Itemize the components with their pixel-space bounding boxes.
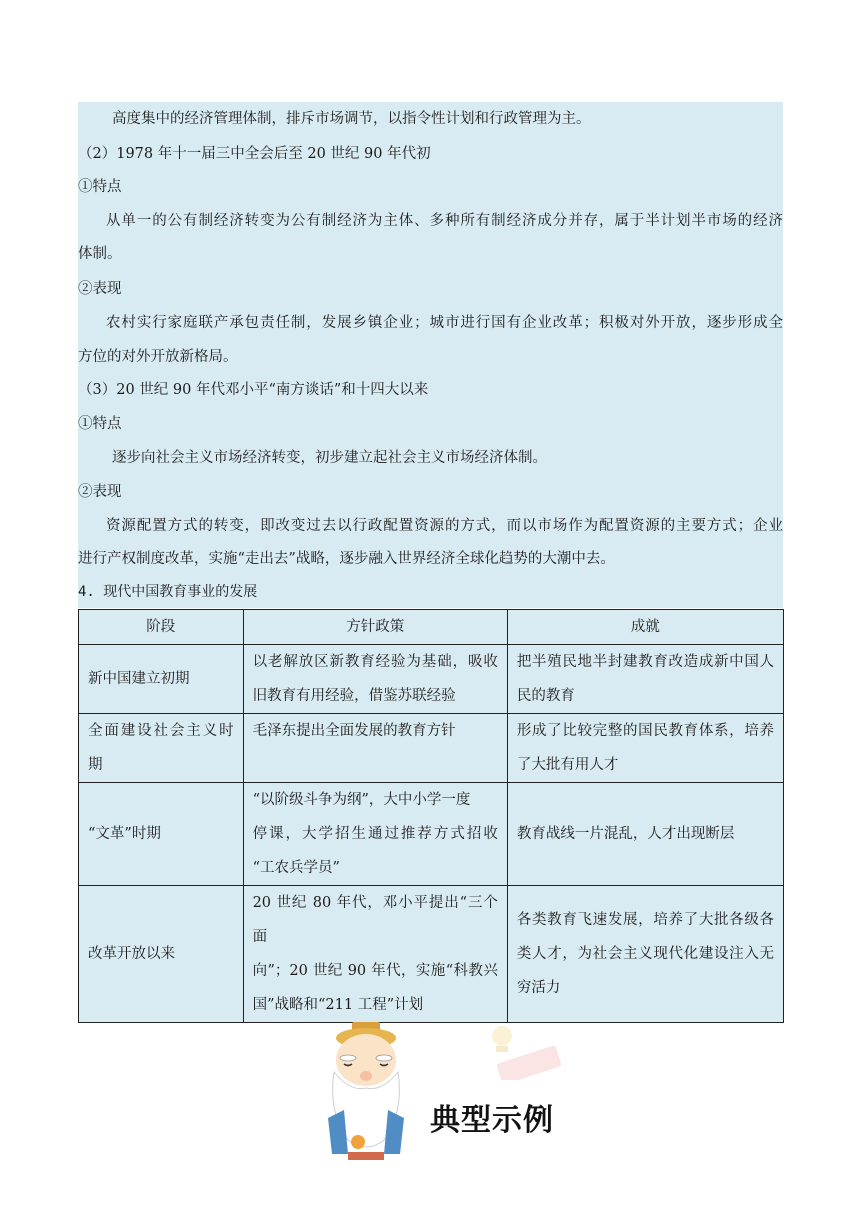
paragraph-line: 从单一的公有制经济转变为公有制经济为主体、多种所有制经济成分并存，属于半计划半市场的经济 bbox=[106, 213, 783, 229]
stage-cell bbox=[79, 714, 244, 783]
achievement-cell bbox=[507, 645, 783, 714]
cell-line: 教育战线一片混乱，人才出现断层 bbox=[516, 826, 735, 842]
paragraph-line: 高度集中的经济管理体制，排斥市场调节，以指令性计划和行政管理为主。 bbox=[112, 111, 591, 127]
subheading: ①特点 bbox=[78, 179, 122, 195]
section-heading: （2）1978 年十一届三中全会后至 20 世纪 90 年代初 bbox=[78, 146, 431, 162]
cell-line: 类人才，为社会主义现代化建设注入无 bbox=[516, 946, 774, 962]
paragraph-line: 农村实行家庭联产承包责任制，发展乡镇企业；城市进行国有企业改革；积极对外开放，逐步形成全 bbox=[106, 315, 783, 331]
cell-line: 国”战略和“211 工程”计划 bbox=[252, 997, 424, 1013]
subheading: ②表现 bbox=[78, 281, 122, 297]
paragraph-line: 逐步向社会主义市场经济转变，初步建立起社会主义市场经济体制。 bbox=[112, 450, 547, 466]
section-heading: （3）20 世纪 90 年代邓小平“南方谈话”和十四大以来 bbox=[78, 382, 429, 398]
achievement-cell bbox=[507, 886, 783, 1023]
stage-cell bbox=[79, 886, 244, 1023]
cell-line: “工农兵学员” bbox=[252, 860, 340, 876]
education-table bbox=[78, 609, 784, 1023]
table-row bbox=[79, 714, 784, 783]
paragraph-line: 体制。 bbox=[78, 246, 122, 262]
policy-cell bbox=[243, 783, 507, 886]
cell-line: 全面建设社会主义时 bbox=[88, 723, 234, 739]
sage-mascot-icon bbox=[318, 1022, 414, 1162]
column-header: 方针政策 bbox=[243, 610, 507, 645]
cell-line: 新中国建立初期 bbox=[88, 671, 190, 687]
cell-line: 各类教育飞速发展，培养了大批各级各 bbox=[516, 912, 774, 928]
table-row bbox=[79, 645, 784, 714]
cell-line: 把半殖民地半封建教育改造成新中国人 bbox=[516, 654, 774, 670]
cell-line: 毛泽东提出全面发展的教育方针 bbox=[252, 723, 456, 739]
paragraph-line: 进行产权制度改革，实施“走出去”战略，逐步融入世界经济全球化趋势的大潮中去。 bbox=[78, 551, 615, 567]
cell-line: 期 bbox=[88, 757, 103, 773]
subheading: ①特点 bbox=[78, 416, 122, 432]
cell-line: 穷活力 bbox=[516, 980, 561, 996]
policy-cell bbox=[243, 714, 507, 783]
cell-line: 改革开放以来 bbox=[88, 946, 175, 962]
table-header-row bbox=[79, 610, 784, 645]
cell-line: 以老解放区新教育经验为基础，吸收 bbox=[252, 654, 498, 670]
column-header: 成就 bbox=[507, 610, 783, 645]
paragraph-line: 方位的对外开放新格局。 bbox=[78, 349, 238, 365]
cell-line: “以阶级斗争为纲”，大中小学一度 bbox=[252, 792, 471, 808]
achievement-cell bbox=[507, 783, 783, 886]
policy-cell bbox=[243, 645, 507, 714]
cell-line: 了大批有用人才 bbox=[516, 757, 619, 773]
cell-line: “文革”时期 bbox=[88, 826, 161, 842]
column-header: 阶段 bbox=[79, 610, 244, 645]
achievement-cell bbox=[507, 714, 783, 783]
cell-line: 停课，大学招生通过推荐方式招收 bbox=[252, 826, 498, 842]
cell-line: 向”；20 世纪 90 年代，实施“科教兴 bbox=[252, 963, 498, 979]
cell-line: 民的教育 bbox=[516, 688, 575, 704]
lightbulb-watermark-icon bbox=[480, 1020, 566, 1080]
section-banner-title: 典型示例 bbox=[430, 1103, 554, 1138]
stage-cell bbox=[79, 645, 244, 714]
section-heading: 4. 现代中国教育事业的发展 bbox=[78, 584, 258, 600]
cell-line: 形成了比较完整的国民教育体系，培养 bbox=[516, 723, 774, 739]
policy-cell bbox=[243, 886, 507, 1023]
table-row bbox=[79, 783, 784, 886]
stage-cell bbox=[79, 783, 244, 886]
paragraph-line: 资源配置方式的转变，即改变过去以行政配置资源的方式，而以市场作为配置资源的主要方式；企业 bbox=[106, 518, 783, 534]
table-row bbox=[79, 886, 784, 1023]
cell-line: 旧教育有用经验，借鉴苏联经验 bbox=[252, 688, 456, 704]
subheading: ②表现 bbox=[78, 484, 122, 500]
cell-line: 20 世纪 80 年代，邓小平提出“三个面 bbox=[252, 895, 498, 945]
